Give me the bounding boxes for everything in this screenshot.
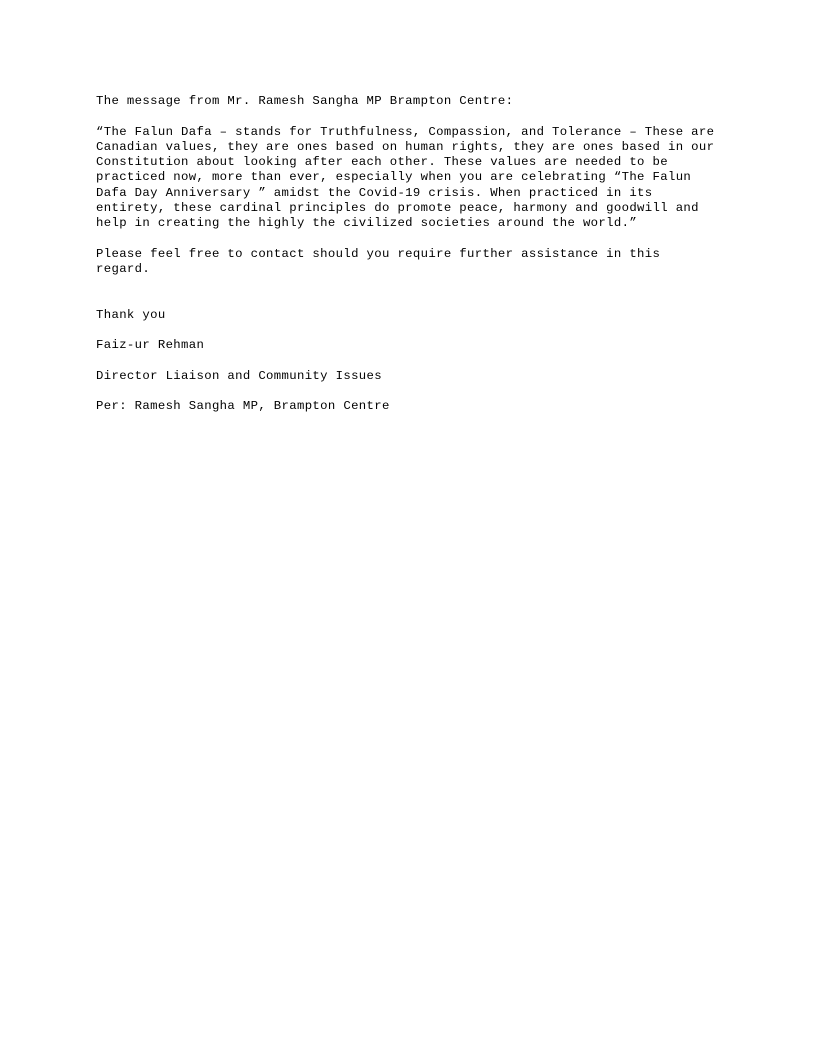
- intro-paragraph: The message from Mr. Ramesh Sangha MP Brampton Centre:: [96, 94, 514, 108]
- sender-per-line: Per: Ramesh Sangha MP, Brampton Centre: [96, 399, 390, 414]
- thanks-line: Thank you: [96, 307, 166, 322]
- spacer: [96, 232, 720, 247]
- sender-name: Faiz-ur Rehman: [96, 338, 205, 353]
- spacer: [96, 384, 720, 399]
- spacer: [96, 278, 720, 308]
- document-body: [96, 94, 723, 415]
- quote-paragraph: “The Falun Dafa – stands for Truthfulness, Compassion, and Tolerance – These are Canadian values, they are ones based on human rights, they are ones based in our Constitution about looking after each other. These values are needed to be practiced now, more than ever, especially when you are celebrating “The Falun Dafa Day Anniversary ” amidst the Covid-19 crisis. When practiced in its entirety, these cardinal principles do promote peace, harmony and goodwill and help in creating the highly the civilized societies around the world.”: [96, 124, 723, 231]
- spacer: [96, 353, 720, 368]
- spacer: [96, 109, 720, 124]
- spacer: [96, 323, 720, 338]
- sender-title: Director Liaison and Community Issues: [96, 368, 382, 383]
- closing-paragraph: Please feel free to contact should you require further assistance in this regard.: [96, 246, 668, 277]
